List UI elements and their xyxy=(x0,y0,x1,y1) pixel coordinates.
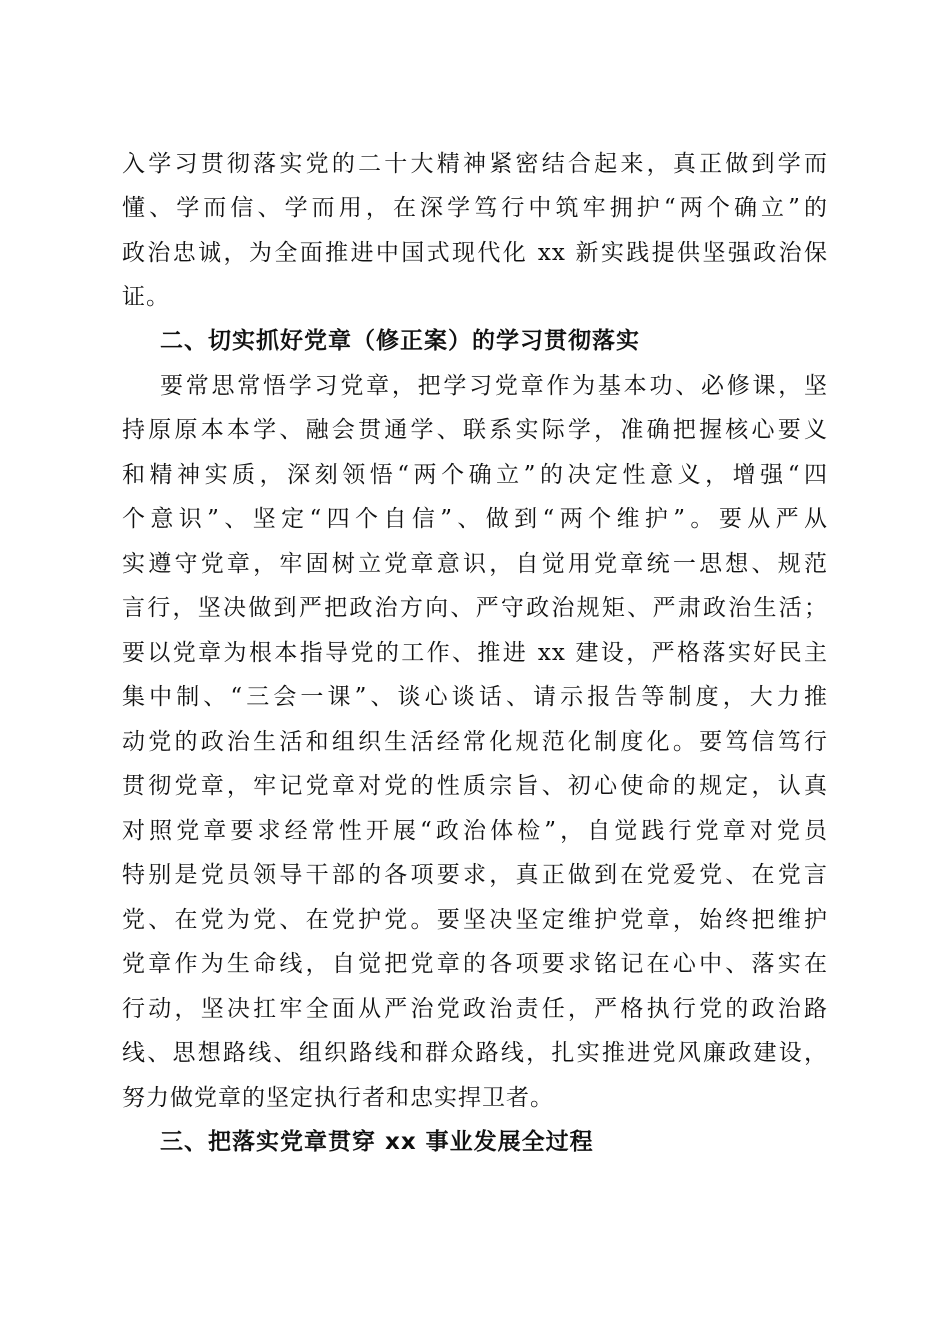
intro-line-4: 证。 xyxy=(122,284,170,310)
section-2-line-9: 动党的政治生活和组织生活经常化规范化制度化。要笃信笃行 xyxy=(122,729,828,755)
intro-line-3: 政治忠诚，为全面推进中国式现代化 xx 新实践提供坚强政治保 xyxy=(122,240,828,266)
section-2-line-15: 行动，坚决扛牢全面从严治党政治责任，严格执行党的政治路 xyxy=(122,996,828,1022)
section-2-line-8: 集中制、“三会一课”、谈心谈话、请示报告等制度，大力推 xyxy=(122,684,828,710)
section-2-heading: 二、切实抓好党章（修正案）的学习贯彻落实 xyxy=(160,328,640,354)
section-2-line-17: 努力做党章的坚定执行者和忠实捍卫者。 xyxy=(122,1085,554,1111)
section-2-line-1: 要常思常悟学习党章，把学习党章作为基本功、必修课，坚 xyxy=(160,373,828,399)
section-2-line-6: 言行，坚决做到严把政治方向、严守政治规矩、严肃政治生活； xyxy=(122,595,828,621)
section-2-line-2: 持原原本本学、融会贯通学、联系实际学，准确把握核心要义 xyxy=(122,417,828,443)
section-2-line-16: 线、思想路线、组织路线和群众路线，扎实推进党风廉政建设， xyxy=(122,1040,828,1066)
section-3-heading: 三、把落实党章贯穿 xx 事业发展全过程 xyxy=(160,1129,594,1155)
section-2-line-14: 党章作为生命线，自觉把党章的各项要求铭记在心中、落实在 xyxy=(122,951,828,977)
section-2-line-11: 对照党章要求经常性开展“政治体检”，自觉践行党章对党员 xyxy=(122,818,828,844)
section-2-line-13: 党、在党为党、在党护党。要坚决坚定维护党章，始终把维护 xyxy=(122,907,828,933)
section-2-line-3: 和精神实质，深刻领悟“两个确立”的决定性意义，增强“四 xyxy=(122,462,828,488)
section-2-line-5: 实遵守党章，牢固树立党章意识，自觉用党章统一思想、规范 xyxy=(122,551,828,577)
intro-line-1: 入学习贯彻落实党的二十大精神紧密结合起来，真正做到学而 xyxy=(122,151,828,177)
section-2-line-4: 个意识”、坚定“四个自信”、做到“两个维护”。要从严从 xyxy=(122,506,828,532)
section-2-line-10: 贯彻党章，牢记党章对党的性质宗旨、初心使命的规定，认真 xyxy=(122,773,828,799)
intro-line-2: 懂、学而信、学而用，在深学笃行中筑牢拥护“两个确立”的 xyxy=(122,195,828,221)
section-2-line-12: 特别是党员领导干部的各项要求，真正做到在党爱党、在党言 xyxy=(122,862,828,888)
section-2-line-7: 要以党章为根本指导党的工作、推进 xx 建设，严格落实好民主 xyxy=(122,640,828,666)
